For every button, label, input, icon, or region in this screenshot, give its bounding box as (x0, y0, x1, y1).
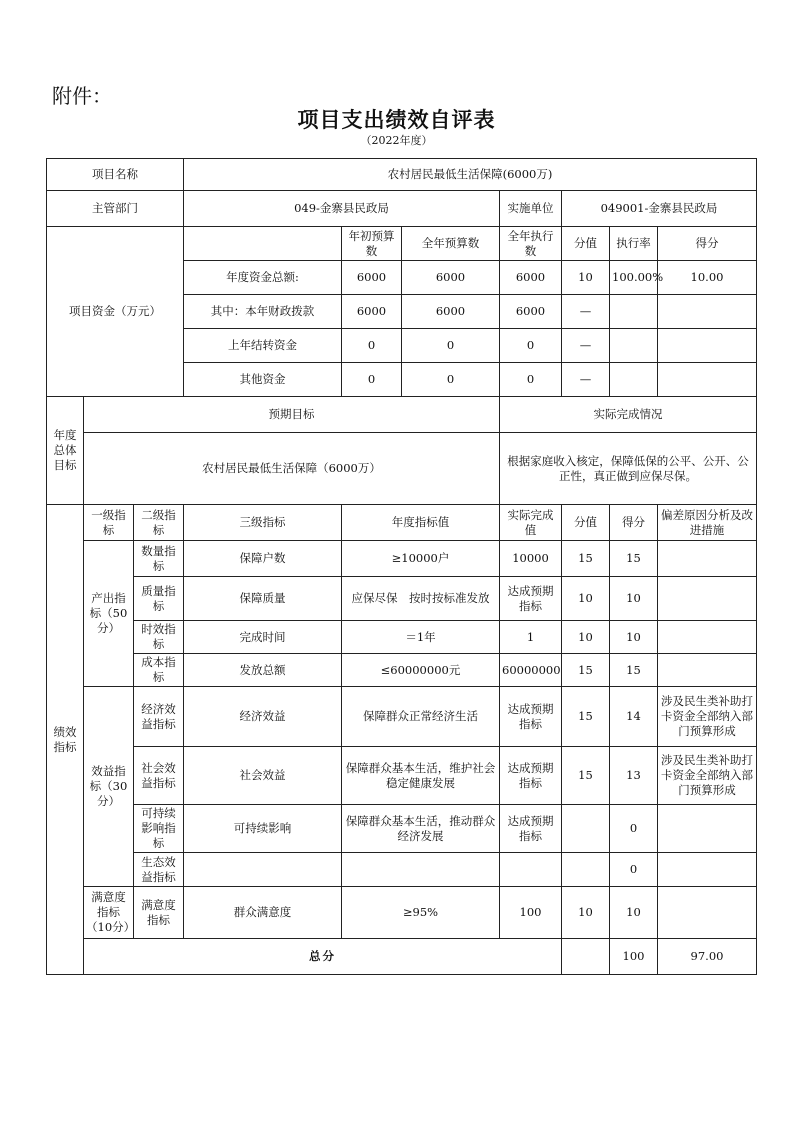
perf-row-value: 15 (562, 654, 610, 687)
perf-row-actual: 达成预期指标 (500, 687, 562, 747)
funds-row-annual: 6000 (402, 261, 500, 295)
funds-row-score (658, 295, 757, 329)
funds-header-empty (184, 227, 342, 261)
perf-row-score: 13 (610, 747, 658, 805)
perf-header-l3: 三级指标 (184, 505, 342, 541)
funds-row-executed: 6000 (500, 261, 562, 295)
goals-label: 年度总体目标 (47, 397, 84, 505)
perf-row-target (342, 853, 500, 887)
total-label: 总分 (84, 939, 562, 975)
perf-row-score: 10 (610, 577, 658, 621)
perf-row-target: 保障群众基本生活，维护社会稳定健康发展 (342, 747, 500, 805)
perf-row-reason (658, 577, 757, 621)
funds-row-name: 年度资金总额: (184, 261, 342, 295)
perf-row-score: 0 (610, 853, 658, 887)
perf-row-score: 10 (610, 621, 658, 654)
perf-row-reason (658, 853, 757, 887)
perf-row-score: 0 (610, 805, 658, 853)
goals-actual-content: 根据家庭收入核定，保障低保的公平、公开、公正性，真正做到应保尽保。 (500, 433, 757, 505)
perf-row-l2: 成本指标 (134, 654, 184, 687)
perf-row-l3 (184, 853, 342, 887)
perf-row-l2: 经济效益指标 (134, 687, 184, 747)
perf-group-output: 产出指标（50分） (84, 541, 134, 687)
perf-row-target: 保障群众正常经济生活 (342, 687, 500, 747)
funds-row-executed: 6000 (500, 295, 562, 329)
perf-row-l3: 可持续影响 (184, 805, 342, 853)
unit-value: 049001-金寨县民政局 (562, 191, 757, 227)
perf-row-l2: 满意度指标 (134, 887, 184, 939)
perf-header-reason: 偏差原因分析及改进措施 (658, 505, 757, 541)
perf-row-reason: 涉及民生类补助打卡资金全部纳入部门预算形成 (658, 687, 757, 747)
funds-row-score (658, 363, 757, 397)
perf-row-actual: 达成预期指标 (500, 747, 562, 805)
perf-row-reason (658, 805, 757, 853)
perf-row-value (562, 853, 610, 887)
funds-row-annual: 0 (402, 363, 500, 397)
funds-header-score: 得分 (658, 227, 757, 261)
perf-header-actual: 实际完成值 (500, 505, 562, 541)
funds-header-executed: 全年执行数 (500, 227, 562, 261)
perf-row-l3: 社会效益 (184, 747, 342, 805)
perf-row-actual (500, 853, 562, 887)
funds-row-score-value: 10 (562, 261, 610, 295)
funds-row-name: 上年结转资金 (184, 329, 342, 363)
funds-row-initial: 0 (342, 329, 402, 363)
total-score: 97.00 (658, 939, 757, 975)
perf-row-l3: 发放总额 (184, 654, 342, 687)
perf-row-target: 保障群众基本生活，推动群众经济发展 (342, 805, 500, 853)
perf-row-l3: 保障质量 (184, 577, 342, 621)
perf-row-score: 14 (610, 687, 658, 747)
funds-row-score-value: — (562, 329, 610, 363)
perf-row-score: 10 (610, 887, 658, 939)
perf-header-score: 得分 (610, 505, 658, 541)
funds-row-rate (610, 329, 658, 363)
funds-row-name: 其中：本年财政拨款 (184, 295, 342, 329)
perf-row-target: ≤60000000元 (342, 654, 500, 687)
perf-row-actual: 60000000 (500, 654, 562, 687)
perf-row-target: ≥10000户 (342, 541, 500, 577)
funds-row-executed: 0 (500, 329, 562, 363)
perf-row-actual: 100 (500, 887, 562, 939)
perf-header-value: 分值 (562, 505, 610, 541)
perf-row-score: 15 (610, 541, 658, 577)
funds-header-rate: 执行率 (610, 227, 658, 261)
funds-header-score-value: 分值 (562, 227, 610, 261)
funds-row-score (658, 329, 757, 363)
perf-row-l2: 质量指标 (134, 577, 184, 621)
total-value: 100 (610, 939, 658, 975)
funds-row-executed: 0 (500, 363, 562, 397)
perf-row-l3: 完成时间 (184, 621, 342, 654)
perf-row-value: 10 (562, 577, 610, 621)
dept-value: 049-金寨县民政局 (184, 191, 500, 227)
perf-row-l2: 时效指标 (134, 621, 184, 654)
funds-row-score: 10.00 (658, 261, 757, 295)
funds-row-annual: 0 (402, 329, 500, 363)
perf-header-target: 年度指标值 (342, 505, 500, 541)
perf-group-satisfaction: 满意度指标（10分） (84, 887, 134, 939)
goals-expected-content: 农村居民最低生活保障（6000万） (84, 433, 500, 505)
page-title: 项目支出绩效自评表 (297, 107, 496, 132)
funds-row-score-value: — (562, 295, 610, 329)
goals-actual-header: 实际完成情况 (500, 397, 757, 433)
perf-row-reason (658, 541, 757, 577)
attachment-label: 附件： (52, 84, 112, 108)
perf-row-reason (658, 654, 757, 687)
project-name-label: 项目名称 (47, 159, 184, 191)
perf-row-reason (658, 887, 757, 939)
perf-row-value: 15 (562, 747, 610, 805)
perf-row-value (562, 805, 610, 853)
perf-row-l2: 生态效益指标 (134, 853, 184, 887)
perf-row-value: 15 (562, 687, 610, 747)
funds-row-initial: 6000 (342, 261, 402, 295)
perf-row-actual: 10000 (500, 541, 562, 577)
dept-label: 主管部门 (47, 191, 184, 227)
funds-label: 项目资金（万元） (47, 227, 184, 397)
evaluation-table (46, 158, 757, 975)
funds-row-initial: 0 (342, 363, 402, 397)
funds-row-rate (610, 363, 658, 397)
perf-row-l3: 群众满意度 (184, 887, 342, 939)
perf-row-l3: 经济效益 (184, 687, 342, 747)
goals-expected-header: 预期目标 (84, 397, 500, 433)
perf-row-target: 应保尽保 按时按标准发放 (342, 577, 500, 621)
funds-row-rate: 100.00% (610, 261, 658, 295)
funds-row-initial: 6000 (342, 295, 402, 329)
perf-row-actual: 1 (500, 621, 562, 654)
perf-header-l1: 一级指标 (84, 505, 134, 541)
perf-row-value: 15 (562, 541, 610, 577)
perf-row-l2: 数量指标 (134, 541, 184, 577)
perf-row-reason: 涉及民生类补助打卡资金全部纳入部门预算形成 (658, 747, 757, 805)
perf-row-actual: 达成预期指标 (500, 805, 562, 853)
page-subtitle: （2022年度） (360, 134, 433, 147)
funds-header-annual: 全年预算数 (402, 227, 500, 261)
perf-row-value: 10 (562, 621, 610, 654)
perf-header-l2: 二级指标 (134, 505, 184, 541)
perf-row-value: 10 (562, 887, 610, 939)
perf-row-l2: 可持续影响指标 (134, 805, 184, 853)
unit-label: 实施单位 (500, 191, 562, 227)
project-name-value: 农村居民最低生活保障(6000万) (184, 159, 757, 191)
perf-row-l3: 保障户数 (184, 541, 342, 577)
perf-group-benefit: 效益指标（30分） (84, 687, 134, 887)
perf-row-score: 15 (610, 654, 658, 687)
total-empty (562, 939, 610, 975)
perf-row-l2: 社会效益指标 (134, 747, 184, 805)
funds-row-name: 其他资金 (184, 363, 342, 397)
perf-label: 绩效指标 (47, 505, 84, 975)
funds-header-initial: 年初预算数 (342, 227, 402, 261)
perf-row-actual: 达成预期指标 (500, 577, 562, 621)
funds-row-rate (610, 295, 658, 329)
funds-row-score-value: — (562, 363, 610, 397)
perf-row-target: ≥95% (342, 887, 500, 939)
perf-row-reason (658, 621, 757, 654)
funds-row-annual: 6000 (402, 295, 500, 329)
perf-row-target: ＝1年 (342, 621, 500, 654)
